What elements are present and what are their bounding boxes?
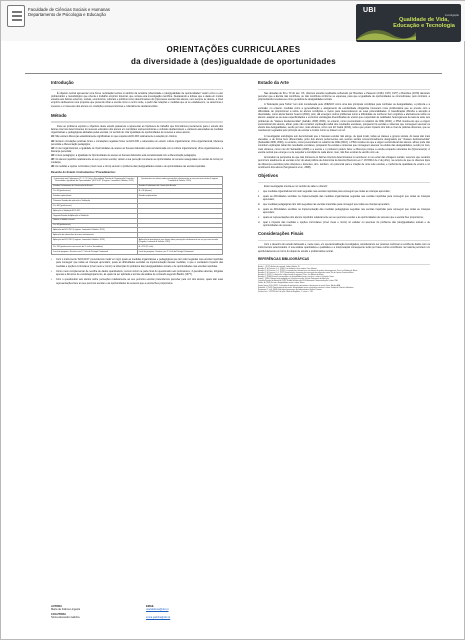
table-cell: Local da pesquisa - Escolas com 1º Ciclo do Portugal Continental (137, 250, 223, 255)
table-cell: Estudos Preliminares de Construção Escolar (137, 184, 223, 189)
design-table (51, 176, 223, 255)
reference-item: Cabral, I. (2014). Diferenciação pedagógica e (in)sucesso escolar. Revista Portuguesa de Educação. (258, 279, 330, 281)
table-cell: N = 46 (professores) (52, 223, 138, 228)
hypothesis-item: H2: Existem correlações positivas fortes e correlações negativas fortes na EOC-DIO e subescalas em estudo: cultura organizacional, clima organizacional, liderança percebida e diferenciação pedagógica; (51, 140, 223, 146)
reference-item: Santos Guerra, M. A. (2002). Os desafios da participação: desenvolver a democracia na escola. Porto: Edições ASA. (258, 285, 341, 287)
references-underline (258, 264, 430, 265)
left-column (51, 80, 223, 287)
authors-block (51, 605, 241, 619)
reference-item: Bourdieu, P. & Passeron, J.-C. (1970). La reproduction: éléments pour une théorie du système d'enseignement. Paris: Les Éditions de Minuit. (258, 271, 358, 273)
banner-title-line2: Educação e Tecnologia (393, 22, 455, 29)
table-cell: Aplicação de subescalas de outros instrumentos (52, 233, 138, 238)
banner-logo: UBI (363, 7, 376, 14)
list-item: i. que medidas organizativas têm sido seguidas nas escolas inquiridas para conseguir que todas as crianças aprendam; (258, 190, 391, 194)
table-cell: Estudos exploratórios (52, 194, 138, 199)
poster-title: ORIENTAÇÕES CURRICULARES (166, 45, 301, 54)
university-logo-icon (7, 5, 25, 27)
list-item: • Com o instrumento "EOC-DIO" pretendemos medir em rigor quais as medidas organizativas e pedagógicas que têm sido seguidas nas escolas inquiridas para conseguir que todas as crianças aprendam; quais as dificuldades sentidas na implementação dessas medidas; o que é verdadeiro impacto das medidas e opções curriculares (nível meso e micro) na obtenção do problema das (des)igualdades sociais e de oportunidades nas escolas inquiridas. (51, 258, 223, 268)
list-item: • Como meio complementar de recolha de dados quantitativos, iremos incluir na parte final do questionário aos professores, 3 questões abertas, dirigidas apenas a diretores de escola/agrupamento, às quais irá ser aplicada a técnica da análise de conteúdo segundo Bardin (1977). (51, 270, 223, 277)
title-divider (25, 73, 442, 74)
department-name: Departamento de Psicologia e Educação (28, 12, 106, 18)
objectives-heading: Objetivos (258, 173, 279, 179)
hypothesis-item: H1: Não existem diferenças estatisticamente significativas no que respeita à EOC-DIO relativamente à seleção por critérios; (51, 136, 178, 139)
list-item: v. quais as representações dos alunos inquiridos relativamente ao seu percurso escolar e às oportunidades de sucesso que a escola lhes proporciona; (258, 216, 424, 219)
reference-item: Decreto-Lei n.º 137/2012 de 2 de julho. Diário da República, 1.ª série, n.º 126. (258, 291, 314, 293)
hypothesis-item: H4: A nível pedagógico, a Igualdade de Oportunidades de acesso ao Sucesso Educativo está correlacionada com a diferenciação pedagógica; (51, 154, 197, 157)
intro-text: É objetivo central apresentar uma breve revisitação teórica no âmbito da temática (diversidade e (des)igualdade de oportunidades" assim como o eixo problemático e metodológico que orienta o trabalho empírico doutoral, que norteia esta investigação científica. Destacando a ênfase que é dada em muitos estudos aos fatores externos, sociais, económicos, culturais e políticos como determinantes do (in)sucesso escolar dos alunos, nem sempre se deteve, a nível empírico delineamos uma proposta que pretende olhar a escola como o centro onde, a partir das relações e medidas que aí se estabelecem, se determina o sucesso e o insucesso dos alunos em condições socioeconómicas e culturalmente desfavorecidos. (51, 91, 223, 108)
banner-subtitle: Investigação (444, 14, 459, 17)
method-heading: Método (51, 112, 67, 118)
reference-item: Bardin, L. (1977). Análise de conteúdo. Lisboa: Edições 70. (258, 266, 300, 268)
hypothesis-item: H3: A nível organizacional, a igualdade de Oportunidades de acesso ao Sucesso Educativo está correlacionada com a cultura organizacional, clima organizacional e a liderança percebida; (51, 147, 223, 153)
reference-item: Sebastião, J. (2009). Democratização do ensino, desigualdades sociais e trajetórias escolares. Lisboa: Fundação Calouste Gulbenkian. (258, 287, 354, 289)
method-paragraph: Face ao problema exposto e objetivos deste estudo passamos a apresentar as hipóteses de trabalho que formulámos previamente para o estudo dos fatores internos determinantes do sucesso educativo dos alunos em condições socioeconómicas e culturais desfavoráveis e variáveis associadas às medidas organizativas e pedagógicas adotadas pelas escolas, no sentido de criar igualdade de oportunidades de sucesso a estes alunos: (51, 124, 223, 135)
intro-underline (51, 89, 223, 90)
coauthor-name: Sónia Alexandre Galinha (51, 616, 80, 620)
table-cell: Segundo Estudo de Aplicação e Validação (52, 213, 138, 218)
references-heading: REFERÊNCIAS BIBLIOGRÁFICAS (258, 256, 310, 261)
state-paragraph: A investigação sociológica tem demonstrado que o fracasso escolar não atinge, de igual modo, todas as classes e grupos sociais. As taxas são mais elevadas, e de forma bem diferenciada, junto dos alunos pertencentes aos setores sociais convencionalmente designados por "classes desfavorecidas" (Sebastião 2009, 2000), no entanto, como preconizado no relatório da CNE (2010), o PISA mostra-nos que a origem sociocultural dos alunos, afinal, pode não constituir explicação cabal dos resultados escolares, porquanto há escolas e sistemas que conseguem atenuar os efeitos das desigualdades, sendo por isso, mais eficazes, como nos diz Sebastião (2009) é a escola e o professor podem fazer a diferença porque a escola enquanto educativa da (in)sucesso(s). A escola central que emerge é a de respeitar a condição de cada aluno, mas, não lhes ensinar de acordo com ele. (258, 134, 430, 154)
state-underline (258, 89, 430, 90)
reference-item: Sergiovanni, T. et al. (2008). Educational governance and administration. Boston: Pearson. (258, 289, 323, 291)
method-underline (51, 121, 223, 122)
table-cell: Local da pesquisa - Escolas com 1º Ciclo do Portugal Continental (52, 250, 138, 255)
state-paragraph: A "Educação para Todos" tem sido considerada pela UNESCO como uma das principais condições para combater as desigualdades, a pobreza e a exclusão, no entanto, medidas como a generalização e alargamento da escolaridade obrigatória trouxeram nova problemática que se prende com a dificuldade de proporcionar a todos os alunos condições e meios para desenvolverem as suas potencialidades. A massificação dificulta a atenção à diversidade, como alerta Santos Guerra (2002), pois, dal emergem outros problemas como a dificuldade de conhecer bem cognitiva e afetivamente todos os alunos; adaptar-se às suas especificidades e encontrar estratégias diversificadas de ensino que respondam às realidades heterogéneas da sala de aula; aos problemas de "classes desfavorecidas" (Galvão, 2008; 2000), no entanto, como preconizado no relatório da CNE (2010), o PISA mostra-nos que a origem sociocultural dos alunos, afinal, pode não constituir explicação cabal dos resultados escolares, porquanto há escolas e sistemas que conseguem atenuar os efeitos das desigualdades, sendo por isso, mais eficazes, como nos diz Catral (2014), refere que pouco impacto têm tido a nível de práticas docentes, que se mantiveram regulados pelo princípio de ensinar a muitos como se fossem um só. (258, 103, 430, 133)
final-text: Com o desenho do estudo delineado e, neste caso, em operacionalização investigativa, consideramos ser possível continuar a recolha de dados com os instrumentos selecionados. A sua análise quantitativa e qualitativa e a interpretação consequente terão por base outros contributos na matéria permitem um aprofundamento em torno do objeto de estudo e problemática central. (258, 243, 430, 253)
author-label: AUTORA (51, 605, 63, 608)
list-item: ii. quais as dificuldades sentidas na implementação das medidas organizativas seguidas nas escolas inquiridas para conseguir que todas as crianças aprendam; (258, 194, 430, 202)
objectives-intro: Esta investigação orienta-se no sentido de saber e discutir: (264, 184, 328, 188)
state-paragraph: Nas décadas de 60 e 70 do séc. XX, diversos estudos realizados sobretudo por Bourdieu e Passeron (1964, 1970, 1977) e Bourdieu (1979) deixaram perceber que a Escola não contribuía, ou não contribuía conforme se esperava, para que a igualdade de oportunidades se concretizasse; pelo contrário, a própria Escola revelava-se como geradora de desigualdades sociais. (258, 91, 430, 102)
references-list (258, 267, 430, 294)
table-cell: N = 150 (1º ciclo) (137, 245, 223, 250)
reference-item: Bourdieu, P. (1998). A escola conservadora: as desigualdades frente à escola e à cultura. Petrópolis: Vozes. (258, 277, 335, 279)
table-cell: Aplicação da EOC-DIO (Lingeiza, Leonardo & Galinha, 2014) (52, 238, 138, 245)
table-cell: N = 400 (professores) (52, 204, 138, 209)
coauthor-email-link[interactable]: sonia.galinha@ubi.pt (146, 616, 171, 620)
table-cell: Aplicação da EOC-DIO (Lingeiza, Leonardo & Galinha, 2015) (52, 228, 138, 233)
right-column (258, 80, 430, 294)
state-paragraph: Ancorados na perspetiva de que são inúmeros os fatores internos determinantes no acontecer ou no evitar das clivagens sociais, veremos que cenários percorrem atualmente as escolas à luz do atual política de Autonomia de Escola (Decreto-Lei nº 137/2012 de 2 de julho), na certeza de que os diversos tipos de diferença exercidos pelos diretores e docentes, têm, também, um potencial para a criação de uma rede escolas, e melhoria da qualidade de ensino e no rendimento dos alunos (Sergiovanni et al., 2008). (258, 156, 430, 169)
hypothesis-item: H6: As medidas e opções curriculares (nível meso e micro) elencam o problema das (des)igualdades sociais e de oportunidades nas escolas inquiridas. (51, 166, 206, 169)
table-header-cell: Questionário aos alunos sobre percepções relativamente ao seu percurso escolar (Lingeiza, Leonardo & Galinha, 2015) (137, 177, 223, 184)
reference-item: Bourdieu, P. & Passeron, J.-C. (1964). Les étudiants et leurs études. Paris: Mouton. (258, 269, 317, 271)
method-bullets (51, 258, 223, 285)
objectives-list (258, 190, 430, 227)
author-email-link[interactable]: mariafatima@ubi.pt (146, 608, 169, 612)
list-item: • Com o questionário aos alunos sobre perceções relativamente ao seu percurso escolar pretendemos perceber pela voz dos alunos, quais são suas representações face ao seu percurso escolar e às oportunidades de sucesso que a escola lhes proporciona. (51, 278, 223, 285)
final-underline (258, 240, 430, 241)
table-cell: Refinar e Validar a escala (52, 218, 138, 223)
reference-item: Conselho Nacional de Educação (2010). Estado da Educação 2010: Autonomia e descentralização. Lisboa: CNE. (258, 281, 339, 283)
poster-header (1, 1, 465, 41)
table-cell: Aplicação do questionário aos alunos sobre percepções relativamente ao seu percurso escolar (Lingeiza, Leonardo & Galinha, 2015) (137, 238, 223, 245)
author-name: Maria de Fátima Lingeiza (51, 608, 81, 612)
faculty-name: Faculdade de Ciências Sociais e Humanas (28, 7, 110, 12)
table-row (52, 238, 223, 245)
reference-item: Galvão, A. (2008). Escola e desigualdades sociais. Lisboa: Educa. (258, 283, 305, 285)
list-item: iv. quais as dificuldades sentidas na implementação das medidas pedagógicas seguidas nas escolas inquiridas para conseguir que todas as crianças aprendam; (258, 207, 430, 215)
table-header-cell: Questionário aos Professores (1º, 2º, 3º Ciclo e Secundário) "Escala de Organização Curricular - Diversidade e Igualdade de Oportunidades" (EOC-DIO" (Lingeiza, Leonardo & Galinha, 2013) (52, 177, 138, 184)
objectives-underline (258, 182, 430, 183)
state-heading: Estado da Arte (258, 80, 289, 85)
design-table-title: Desenho do Estudo / Instrumentos / Procedimentos: (51, 171, 116, 175)
reference-item: Bourdieu, P. (1979). La distinction: critique sociale du jugement. Paris: Les Éditions de Minuit. (258, 275, 324, 277)
reference-item: Bourdieu, P. & Passeron, J.-C. (1977). A reprodução: elementos para uma teoria do sistema de ensino. Rio de Janeiro: Francisco Alves. (258, 273, 354, 275)
table-row (52, 250, 223, 255)
table-cell: N = 68 (professores) (52, 189, 138, 194)
hypotheses-list (51, 136, 223, 169)
faculty-block (28, 7, 138, 18)
table-header-row (52, 177, 223, 184)
table-cell: N = 150 (professores com turmas de 1º ciclo e Secundário) (52, 245, 138, 250)
hypothesis-item: H5: Os alunos inquiridos relativamente ao seu percurso escolar, variam a sua perceção consoante as oportunidades de sucesso asseguradas no escolar da turma por mudança; (51, 159, 223, 165)
banner-title-line1: Qualidade de Vida, (399, 17, 449, 23)
table-cell: Primeiros Estudos de aplicação e Validação (52, 199, 138, 204)
list-item: vi. qual o impacto das medidas e opções curriculares (nível meso e micro) no esbater ou acentuar do problema das (des)igualdades sociais e de oportunidades de sucesso. (258, 220, 430, 228)
banner-title (389, 18, 459, 30)
email-label: EMAIL (146, 605, 155, 608)
table-cell: N = 28 (alunos) (137, 189, 223, 194)
table-cell: Estudos Preliminares da Construção da Escala (52, 184, 138, 189)
poster-subtitle: da diversidade à (des)igualdade de oportunidades (130, 57, 337, 66)
coauthor-label: COAUTORA (51, 612, 66, 616)
table-cell: Aplicação e Validação EOC-DIO (52, 208, 138, 213)
intro-heading: Introdução (51, 80, 74, 85)
table-cell: Estudos exploratórios (137, 194, 223, 199)
final-heading: Considerações Finais (258, 231, 304, 237)
list-item: iii. que medidas pedagógicas têm sido seguidas nas escolas inquiridas para conseguir que todas as crianças aprendam; (258, 203, 390, 207)
